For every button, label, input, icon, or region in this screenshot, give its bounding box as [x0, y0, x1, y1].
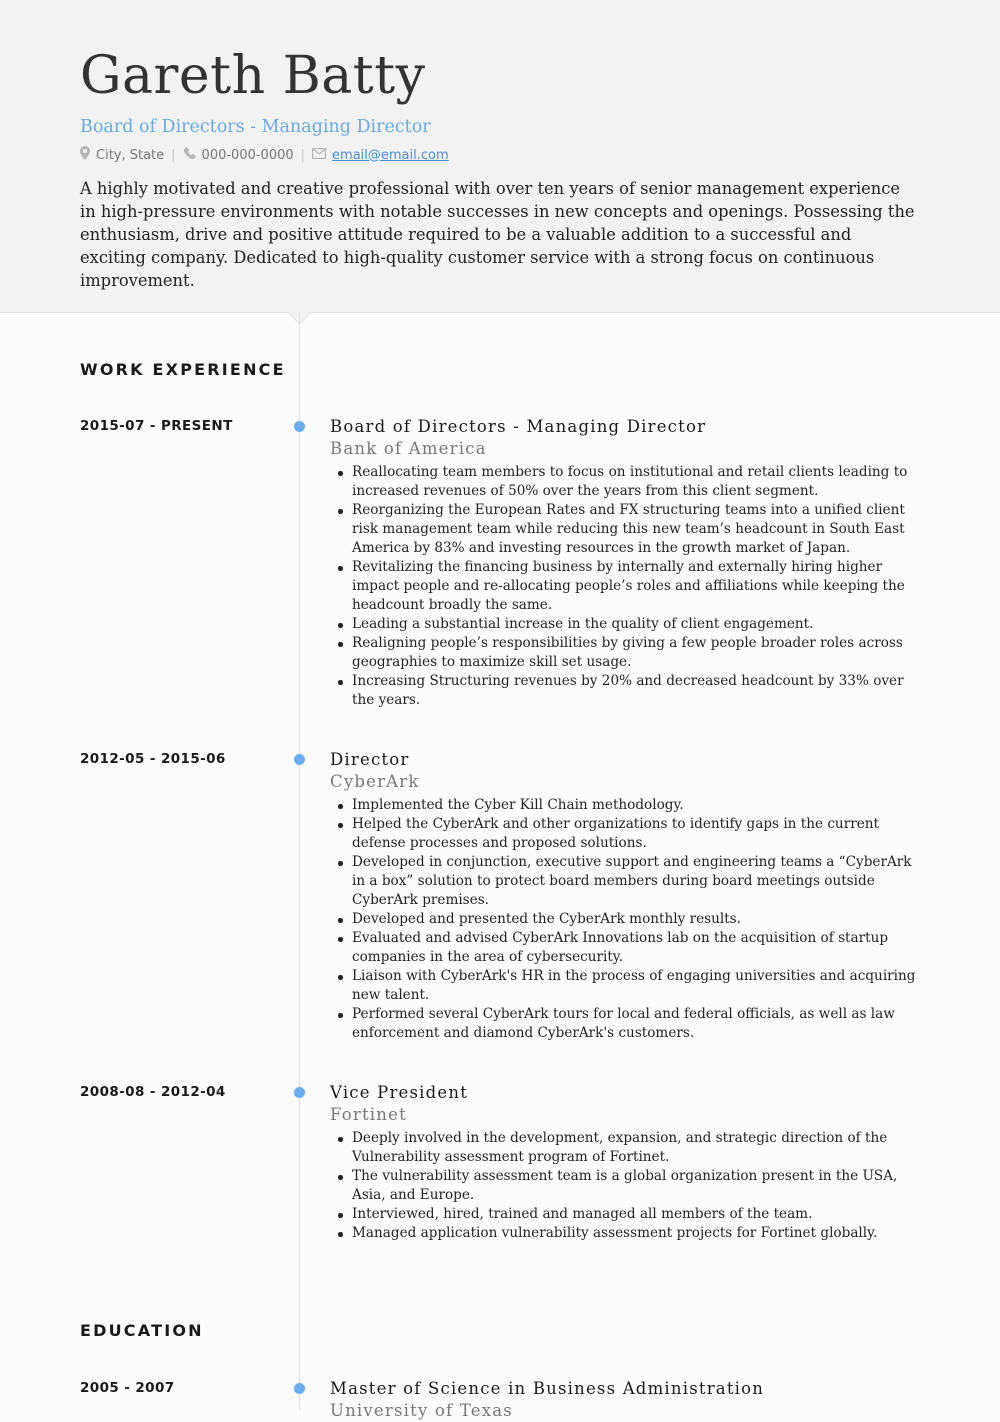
- list-item: Evaluated and advised CyberArk Innovations lab on the acquisition of startup companies in the area of cybersecurity.: [330, 929, 925, 967]
- education-degree: Master of Science in Business Administration: [330, 1379, 765, 1398]
- job-entry: [330, 416, 925, 710]
- job-company: Fortinet: [330, 1105, 407, 1124]
- timeline-dot: [294, 1383, 305, 1394]
- list-item: Managed application vulnerability assessment projects for Fortinet globally.: [330, 1224, 925, 1243]
- contact-location: City, State: [96, 147, 165, 163]
- list-item: Helped the CyberArk and other organizations to identify gaps in the current defense processes and proposed solutions.: [330, 815, 925, 853]
- education-date: 2005 - 2007: [80, 1380, 175, 1396]
- list-item: Implemented the Cyber Kill Chain methodology.: [330, 796, 925, 815]
- list-item: Realigning people’s responsibilities by giving a few people broader roles across geographies to maximize skill set usage.: [330, 634, 925, 672]
- timeline-dot: [294, 754, 305, 765]
- education-entry: [330, 1378, 925, 1422]
- job-date: 2012-05 - 2015-06: [80, 751, 226, 767]
- timeline-dot: [294, 1087, 305, 1098]
- list-item: Liaison with CyberArk's HR in the process of engaging universities and acquiring new talent.: [330, 967, 925, 1005]
- job-bullets: [330, 796, 925, 1043]
- list-item: The vulnerability assessment team is a global organization present in the USA, Asia, and Europe.: [330, 1167, 925, 1205]
- list-item: Increasing Structuring revenues by 20% and decreased headcount by 33% over the years.: [330, 672, 925, 710]
- phone-icon: [183, 147, 196, 164]
- timeline-dot: [294, 421, 305, 432]
- job-bullets: [330, 463, 925, 710]
- list-item: Leading a substantial increase in the quality of client engagement.: [330, 615, 925, 634]
- professional-summary: A highly motivated and creative professional with over ten years of senior management experience in high-pressure environments with notable successes in new concepts and openings. Possessing the enthusiasm, drive and positive attitude required to be a valuable addition to a successful and exciting company. Dedicated to high-quality customer service with a strong focus on continuous improvement.: [80, 179, 915, 290]
- job-company: Bank of America: [330, 439, 487, 458]
- envelope-icon: [312, 148, 326, 163]
- education-heading: EDUCATION: [80, 1321, 204, 1340]
- contact-divider: |: [171, 147, 176, 163]
- list-item: Developed in conjunction, executive support and engineering teams a “CyberArk in a box” solution to protect board members during board meetings outside CyberArk premises.: [330, 853, 925, 910]
- job-entry: [330, 749, 925, 1043]
- job-company: CyberArk: [330, 772, 420, 791]
- list-item: Deeply involved in the development, expansion, and strategic direction of the Vulnerability assessment program of Fortinet.: [330, 1129, 925, 1167]
- work-experience-heading: WORK EXPERIENCE: [80, 360, 286, 379]
- job-date: 2008-08 - 2012-04: [80, 1084, 226, 1100]
- list-item: Revitalizing the financing business by internally and externally hiring higher impact people and re-allocating people’s roles and affiliations while keeping the headcount broadly the same.: [330, 558, 925, 615]
- timeline-line: [299, 312, 300, 1410]
- job-bullets: [330, 1129, 925, 1243]
- list-item: Reallocating team members to focus on institutional and retail clients leading to increased revenues of 50% over the years from this client segment.: [330, 463, 925, 501]
- contact-divider: |: [300, 147, 306, 163]
- job-role: Director: [330, 750, 410, 769]
- job-role: Board of Directors - Managing Director: [330, 417, 707, 436]
- list-item: Developed and presented the CyberArk monthly results.: [330, 910, 925, 929]
- list-item: Performed several CyberArk tours for local and federal officials, as well as law enforcement and diamond CyberArk's customers.: [330, 1005, 925, 1043]
- contact-phone: 000-000-0000: [201, 147, 294, 163]
- job-date: 2015-07 - PRESENT: [80, 418, 233, 434]
- job-role: Vice President: [330, 1083, 469, 1102]
- contact-email-link[interactable]: email@email.com: [332, 147, 449, 163]
- candidate-name: Gareth Batty: [80, 46, 426, 106]
- candidate-title: Board of Directors - Managing Director: [80, 117, 431, 137]
- map-pin-icon: [80, 146, 90, 164]
- contact-bar: [80, 146, 449, 164]
- list-item: Reorganizing the European Rates and FX structuring teams into a unified client risk management team while reducing this new team’s headcount in South East America by 83% and investing resources in the growth market of Japan.: [330, 501, 925, 558]
- education-school: University of Texas: [330, 1401, 513, 1420]
- list-item: Interviewed, hired, trained and managed all members of the team.: [330, 1205, 925, 1224]
- job-entry: [330, 1082, 925, 1243]
